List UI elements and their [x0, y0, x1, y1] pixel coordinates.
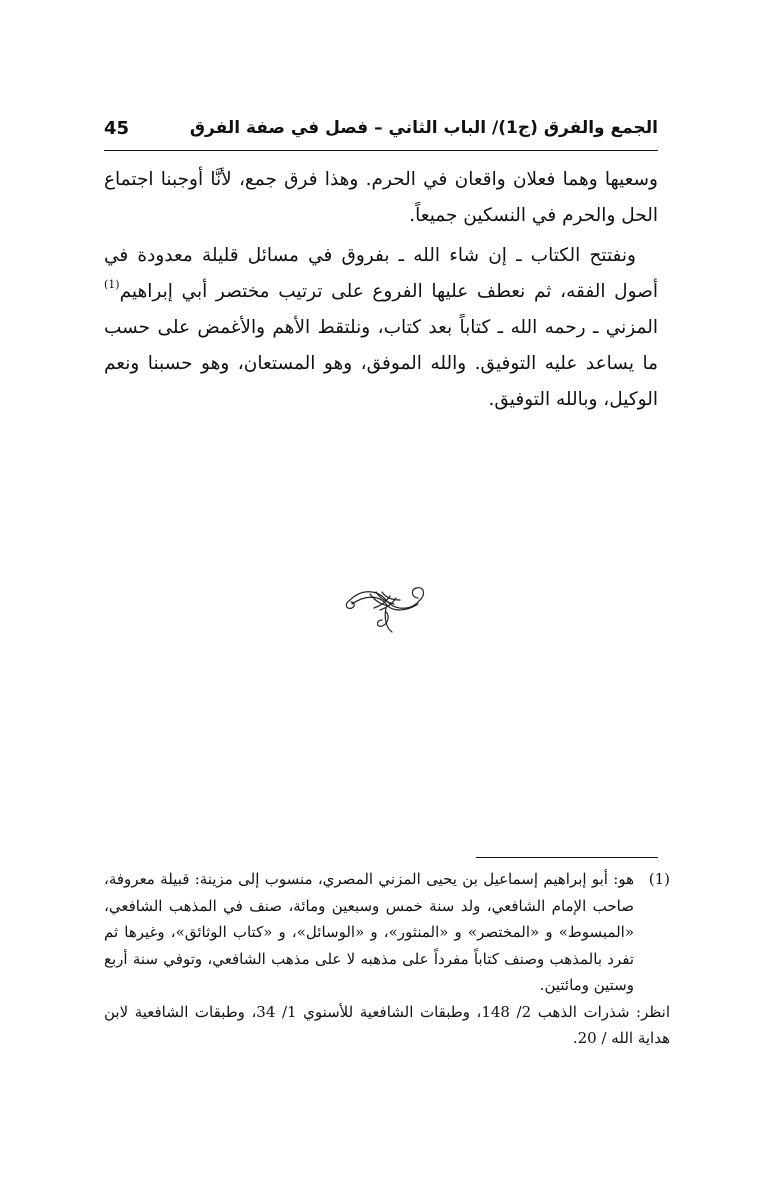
paragraph-1: وسعيها وهما فعلان واقعان في الحرم. وهذا فرق جمع، لأنَّا أوجبنا اجتماع الحل والحرم في النسكين جميعاً.	[104, 169, 658, 226]
running-title: الجمع والفرق (ج1)/ الباب الثاني – فصل في صفة الفرق	[189, 118, 658, 138]
paragraph-2	[104, 238, 658, 418]
paragraph-2-start: ونفتتح الكتاب ـ إن شاء الله ـ بفروق في مسائل قليلة معدودة في أصول الفقه، ثم نعطف عليها الفروع على ترتيب مختصر أبي إبراهيم	[104, 245, 658, 302]
footnote-text: هو: أبو إبراهيم إسماعيل بن يحيى المزني المصري، منسوب إلى مزينة: قبيلة معروفة، صاحب الإمام الشافعي، ولد سنة خمس وسبعين ومائة، صنف في المذهب الشافعي، «المبسوط» و «المختصر» و «المنثور»، و «الوسائل»، و «كتاب الوثائق»، وغيرها ثم تفرد بالمذهب وصنف كتاباً مفرداً على مذهبه لا على مذهب الشافعي، وتوفي سنة أربع وستين ومائتين.	[104, 870, 634, 994]
paragraph-2-end: المزني ـ رحمه الله ـ كتاباً بعد كتاب، ونلتقط الأهم والأغمض على حسب ما يساعد عليه التوفيق. والله الموفق، وهو المستعان، وهو حسبنا ونعم الوكيل، وبالله التوفيق.	[104, 317, 658, 410]
running-header	[104, 116, 658, 151]
footnote-marker: (1)	[648, 870, 670, 888]
footnote-reference[interactable]: (1)	[104, 278, 120, 291]
footnote-separator	[476, 857, 658, 858]
footnotes	[104, 866, 670, 1052]
footnote-1	[104, 866, 670, 999]
page-number: 45	[104, 118, 130, 139]
main-text	[104, 162, 658, 422]
footnote-source-reference: انظر: شذرات الذهب 2/ 148، وطبقات الشافعية للأسنوي 1/ 34، وطبقات الشافعية لابن هداية الله / 20.	[104, 1002, 670, 1047]
floral-ornament-icon	[340, 578, 430, 638]
